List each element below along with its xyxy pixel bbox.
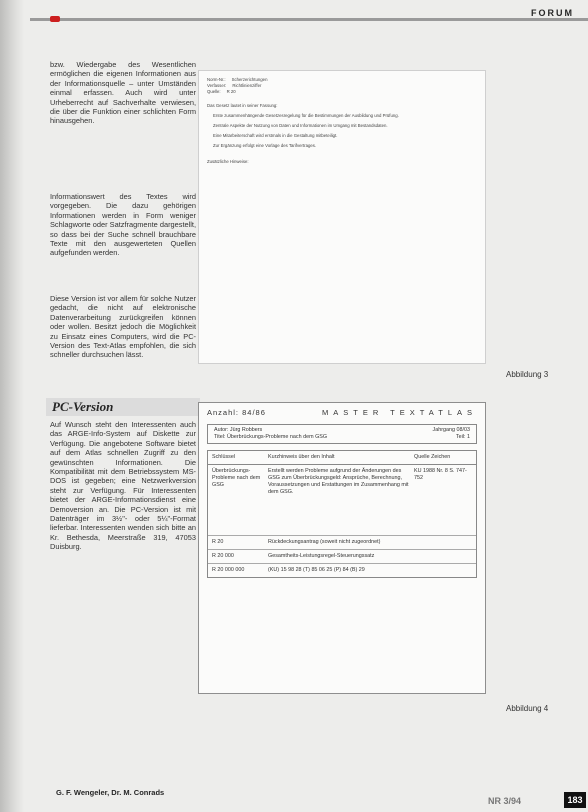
table-cell: Rückdeckungsantrag (soweit nicht zugeordnet) bbox=[268, 539, 381, 545]
author-signature: G. F. Wengeler, Dr. M. Conrads bbox=[56, 788, 165, 797]
issue-number: NR 3/94 bbox=[488, 796, 522, 806]
title-field: Titel: Überbrückungs-Probleme nach dem GSG bbox=[214, 434, 328, 440]
form-label: Norm-Nr.: bbox=[207, 77, 226, 82]
table-cell: Erstellt werden Probleme aufgrund der Änderungen des GSG zum Überbrückungsgeld: Ansprüche, Berechnung, Voraussetzungen und Erstattungen im Zusammenhang mit dem GSG. bbox=[268, 468, 409, 495]
page-binding-shadow bbox=[0, 0, 24, 812]
form-value: Scherzerichtungen bbox=[231, 77, 268, 82]
form-value: Richtlinienziffer bbox=[232, 83, 262, 88]
column-header: Kurzhinweis über den Inhalt bbox=[268, 454, 335, 460]
table-row bbox=[208, 550, 476, 564]
figure-3-caption: Abbildung 3 bbox=[506, 370, 549, 379]
form-field-row bbox=[207, 89, 477, 95]
table-cell bbox=[414, 553, 472, 560]
figure-4-header bbox=[199, 403, 485, 418]
table-cell: KU 1988 Nr. 8 S. 747-752 bbox=[414, 468, 467, 481]
form-bullet: Eine Mitarbeiterschaft wird erstmals in die Gestaltung mitbeteiligt. bbox=[213, 133, 338, 138]
figure-4-title: MASTER TEXTATLAS bbox=[321, 408, 477, 417]
table-cell: Überbrückungs-Probleme nach dem GSG bbox=[212, 468, 261, 488]
author-field: Autor: Jürg Robbers bbox=[214, 427, 263, 433]
form-bullet: Zentrale Aspekte der Nutzung von Daten und Informationen im Umgang mit Bestandsdaten. bbox=[213, 123, 388, 128]
table-cell bbox=[414, 567, 472, 574]
figure-4-table bbox=[207, 450, 477, 578]
table-header bbox=[208, 451, 476, 465]
part-field: Teil: 1 bbox=[455, 434, 470, 440]
table-cell bbox=[414, 539, 472, 546]
header-rule bbox=[30, 18, 588, 21]
form-label: Verfasser: bbox=[207, 83, 227, 88]
form-label: Quelle: bbox=[207, 89, 221, 94]
table-cell: (KU) 15 98 28 (T) 85 06 25 (P) 84 (B) 29 bbox=[268, 567, 365, 573]
form-intro: Das Gesetz lautet in seiner Fassung: bbox=[207, 103, 278, 108]
form-footer-label: Zusätzliche Hinweise: bbox=[207, 159, 249, 164]
page-number: 183 bbox=[564, 792, 586, 808]
anzahl-label: Anzahl: 84/86 bbox=[207, 408, 266, 417]
figure-4-info-box bbox=[207, 424, 477, 444]
column-header: Quelle Zeichen bbox=[414, 454, 451, 460]
body-paragraph: Auf Wunsch steht den Interessenten auch das ARGE-Info-System auf Diskette zur Verfügung. Die angebotene Software bietet auf dem Atlas schnellen Zugriff zu den gewünschten Informationen. Die Kompatibilität mit dem Betriebssystem MS-DOS ist gegeben; eine Netzwerkversion steht zur Verfügung. Für Interessenten bietet der ARGE-Informationsdienst eine Demoversion an. Die PC-Version ist mit Datenträger im 3½"- oder 5¼"-Format lieferbar. Interessenten wenden sich bitte an Kr. Bethesda, Meerstraße 319, 47053 Duisburg. bbox=[50, 420, 196, 552]
table-cell: R 20 bbox=[212, 539, 224, 545]
column-header: Schlüssel bbox=[212, 454, 236, 460]
table-row bbox=[208, 564, 476, 577]
figure-4-caption: Abbildung 4 bbox=[506, 704, 549, 713]
body-paragraph: Diese Version ist vor allem für solche Nutzer gedacht, die nicht auf elektronische Datenverarbeitung zurückgreifen können oder wollen. Besitzt jedoch die Möglichkeit zu Einsatz eines Computers, wird die PC-Version des Text-Atlas empfohlen, die sich schneller durchsuchen lässt. bbox=[50, 294, 196, 360]
text-block-middle bbox=[50, 192, 196, 292]
section-heading-pc-version: PC-Version bbox=[46, 398, 200, 416]
text-block-intro bbox=[50, 60, 196, 190]
body-paragraph: Informationswert des Textes wird vorgegeben. Die dazu gehörigen Informationen werden in Form weniger Schlagworte oder Satzfragmente dargestellt, so dass bei der Suche schnell brauchbare Texte mit den ausgewerteten Quellen aufgefunden werden. bbox=[50, 192, 196, 258]
table-cell: R 20 000 bbox=[212, 553, 234, 559]
figure-3-form bbox=[198, 70, 486, 364]
table-cell: R 20 000 000 bbox=[212, 567, 245, 573]
year-field: Jahrgang 08/03 bbox=[432, 427, 470, 433]
text-block-pc-version bbox=[50, 420, 196, 782]
table-cell: Gesamtheits-Leistungsregel-Steuerungssatz bbox=[268, 553, 375, 559]
form-bullet: Zur Ergänzung erfolgt eine Vorlage des Tarifvertrages. bbox=[213, 143, 317, 148]
section-label: FORUM bbox=[531, 8, 574, 18]
magazine-logo-mark bbox=[50, 16, 60, 22]
text-block-lower bbox=[50, 294, 196, 392]
form-bullet: Erste zusammenhängende Gesetzesregelung für die Bestimmungen der Ausbildung und Prüfung. bbox=[213, 113, 399, 118]
form-value: R 20 bbox=[226, 89, 236, 94]
body-paragraph: bzw. Wiedergabe des Wesentlichen ermöglichen die eigenen Informationen aus der Informationsquelle – unter Umständen einmal erfassen. Auch wird unter Urheberrecht auf Sachverhalte verwiesen, die über die Funktion einer schlichten Form hinausgehen. bbox=[50, 60, 196, 126]
table-row bbox=[208, 465, 476, 536]
figure-4-form bbox=[198, 402, 486, 694]
table-row bbox=[208, 536, 476, 550]
